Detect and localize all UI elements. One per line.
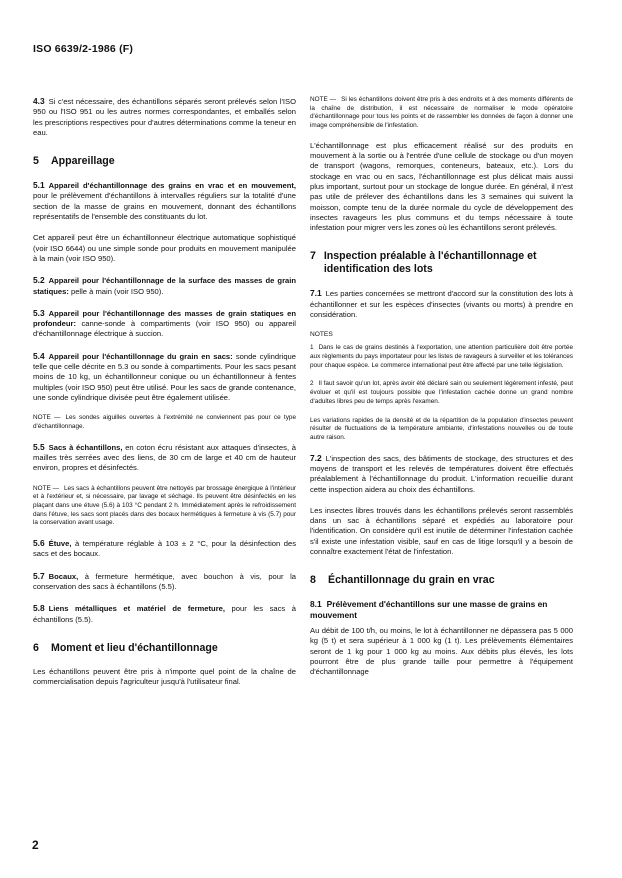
note-text: Dans le cas de grains destinés à l'exportation, une attention particulière doit être portée aux règlements du pays importateur pour les listes de ravageurs à surveiller et les tolérances pour chaque espèce. Le commerce international peut être affecté par une telle législation. [310,344,573,369]
clause-text: L'échantillonnage est plus efficacement réalisé sur des produits en mouvement à la sortie ou à l'entrée d'une cellule de stockage ou d'un moyen de transport (wagons, remorques, conteneurs, bateaux, etc.). Lors du stockage en vrac ou en sacs, l'échantillonnage est plus délicat mais aussi plus important, surtout pour un stockage de longue durée. En général, il n'est pas utile de prélever des échantillons dans les 3 semaines qui suivent la moisson, compte tenu de la durée normale du cycle de développement des insectes ravageurs les plus communs et du temps nécessaire à toute infestation pour migrer vers les zones où les échantillons seront prélevés. [310,140,573,233]
clause-text: Au débit de 100 t/h, ou moins, le lot à échantillonner ne dépassera pas 5 000 kg (5 t) et sera supérieur à 1 000 kg (1 t). Les prélèvements élémentaires seront de 1 kg pour 1 000 kg au moins. Aux débits plus élevés, les lots pourront être de plus grande taille pour permettre à l'équipement d'échantillonnage [310,626,573,677]
section-6-heading [33,642,296,655]
section-5-heading [33,155,296,168]
clause-number: 5.5 [33,441,45,452]
paragraph-7-2-continued [310,506,573,557]
clause-text: pelle à main (voir ISO 950). [68,286,164,296]
section-title: Appareillage [51,155,115,168]
clause-text: sonde cylindrique telle que celle décrite en 5.3 ou sonde à compartiments. Pour les sacs pesant moins de 10 kg, un échantillonneur conique ou un échantillonneur à fentes multiples (voir ISO 950) peut être utilisé. Pour les sacs de grande contenance, une sonde cylindrique divisée peut être également utilisée. [33,351,296,402]
section-number: 7 [310,250,316,263]
note-section-6 [310,96,573,131]
clause-number: 5.1 [33,180,45,191]
paragraph-4-3 [33,96,296,138]
note-text: Si les échantillons doivent être pris à des endroits et à des moments différents de la chaîne de distribution, il est nécessaire de normaliser le mode opératoire d'échantillonnage pour tous les points et de rassembler les données de façon à donner une image compréhensible de l'infestation. [310,96,573,130]
clause-text: Les insectes libres trouvés dans les échantillons prélevés seront rassemblés dans un sac à échantillons séparé et expédiés au laboratoire pour l'identification. On considère qu'il est inutile de déterminer l'infestation cachée s'il existe une infestation visible, sauf en cas de litige lorsqu'il y a besoin de connaître exactement l'état de l'infestation. [310,505,573,557]
note-label: 2 [310,380,314,388]
clause-text: Cet appareil peut être un échantillonneur électrique automatique sophistiqué (voir ISO 6644) ou une simple sonde pour produits en mouvement manipulée à la main (voir ISO 950). [33,233,296,263]
clause-title: Sacs à échantillons, [48,442,123,452]
note-1 [310,344,573,370]
clause-number: 5.2 [33,275,45,286]
clause-text: Les parties concernées se mettront d'accord sur la constitution des lots à échantillonner et sur les espèces d'insectes (vivants ou morts) à prendre en considération. [310,289,573,320]
clause-number: 7.1 [310,288,322,299]
paragraph-5-7 [33,571,296,593]
note-text: Les sondes aiguilles ouvertes à l'extrémité ne conviennent pas pour ce type d'échantillonnage. [33,414,297,430]
section-number: 5 [33,155,39,168]
section-title: Moment et lieu d'échantillonnage [51,641,218,654]
clause-title: Bocaux, [48,571,79,581]
clause-text: Les échantillons peuvent être pris à n'importe quel point de la chaîne de commercialisation depuis l'agriculteur jusqu'à l'utilisateur final. [33,666,296,687]
clause-title: Appareil pour l'échantillonnage de la surface des masses de grain statiques: [33,276,296,296]
clause-number: 5.3 [33,307,45,318]
clause-text: pour les sacs à échantillons (5.5). [33,604,296,624]
notes-heading: NOTES [310,331,333,339]
note-2-continued [310,417,573,443]
clause-number: 5.4 [33,350,45,361]
clause-number: 5.8 [33,603,45,614]
clause-number: 5.6 [33,538,45,549]
paragraph-6 [33,667,296,688]
note-text: Les sacs à échantillons peuvent être nettoyés par brossage énergique à l'intérieur et à l'extérieur et, si nécessaire, par lavage et séchage. Ils peuvent être désinfectés en les plaçant dans une étuve (5.6) à 103 °C pendant 2 h. Immédiatement après le refroidissement dans l'étuve, les sacs sont placés dans des bocaux hermétiques à fermeture à vis (5.7) pour la conservation avant usage. [33,484,296,527]
note-text: Les variations rapides de la densité et de la répartition de la population d'insectes peuvent résulter de fluctuations de la température ambiante, d'infestations nouvelles ou de toute autre raison. [310,416,573,441]
right-column [310,96,573,689]
note-label: NOTE — [310,96,337,103]
note-label: 1 [310,344,314,352]
section-7-heading [310,250,573,276]
left-column [33,96,296,698]
section-title: Inspection préalable à l'échantillonnage et identification des lots [323,250,537,276]
paragraph-5-3 [33,308,296,340]
paragraph-6-continued [310,141,573,234]
subsection-title: Prélèvement d'échantillons sur une masse de grains en mouvement [310,599,548,620]
section-number: 6 [33,641,39,654]
clause-number: 7.2 [310,452,322,463]
section-title: Échantillonnage du grain en vrac [328,574,495,587]
note-text: Il faut savoir qu'un lot, après avoir été déclaré sain ou seulement légèrement infesté, peut évoluer et qu'il est toujours possible que l'infestation cachée donne un grand nombre d'adultes libres peu de temps après l'examen. [310,380,573,405]
subsection-8-1-heading [310,599,573,620]
paragraph-8-1 [310,626,573,677]
clause-title: Appareil pour l'échantillonnage des masses de grain statiques en profondeur: [33,308,296,329]
paragraph-5-5 [33,442,296,474]
clause-text: Si c'est nécessaire, des échantillons séparés seront prélevés selon l'ISO 950 ou l'ISO 951 ou les autres normes correspondantes, et emballés selon les prescriptions respectives pour d'autres déterminations comme la teneur en eau. [33,97,296,137]
paragraph-5-8 [33,603,296,625]
section-8-heading [310,574,573,587]
clause-text: canne-sonde à compartiments (voir ISO 950) ou appareil d'échantillonnage électrique à succion. [33,319,296,339]
clause-text: pour le prélèvement d'échantillons à intervalles réguliers sur la totalité d'une section de la masse de grains en mouvement, donnant des échantillons représentatifs de l'ensemble des constituants du lot. [33,191,296,222]
section-number: 8 [310,574,316,587]
note-5-5 [33,485,296,529]
page-number: 2 [32,838,39,852]
clause-text: L'inspection des sacs, des bâtiments de stockage, des structures et des moyens de transport et les relevés de températures doivent être effectués préalablement à l'échantillonnage du produit. L'information recueillie durant cette inspection aidera au choix des échantillons. [310,453,573,494]
paragraph-5-2 [33,275,296,297]
note-2 [310,380,573,406]
clause-title: Liens métalliques et matériel de fermeture, [48,604,225,614]
clause-title: Appareil d'échantillonnage des grains en vrac et en mouvement, [48,181,296,191]
subsection-number: 8.1 [310,599,322,610]
clause-text: à fermeture hermétique, avec bouchon à vis, pour la conservation des sacs à échantillons (5.5). [33,571,296,591]
clause-number: 5.7 [33,570,45,581]
paragraph-5-1-continued [33,233,296,264]
note-label: NOTE — [33,484,59,492]
clause-title: Étuve, [48,539,72,549]
paragraph-5-1 [33,180,296,222]
clause-text: à température réglable à 103 ± 2 °C, pour la désinfection des sacs et des bocaux. [33,539,296,559]
paragraph-7-2 [310,453,573,495]
clause-text: en coton écru résistant aux attaques d'insectes, à mailles très serrées avec des liens, de 30 cm de large et 40 cm de hauteur environ, propres et désinfectés. [33,442,296,473]
clause-number: 4.3 [33,96,45,106]
paragraph-7-1 [310,288,573,320]
paragraph-5-4 [33,351,296,403]
note-5-4 [33,414,296,431]
clause-title: Appareil pour l'échantillonnage du grain en sacs: [48,351,233,361]
note-label: NOTE — [33,414,61,422]
paragraph-5-6 [33,538,296,560]
document-code: ISO 6639/2-1986 (F) [33,43,134,55]
